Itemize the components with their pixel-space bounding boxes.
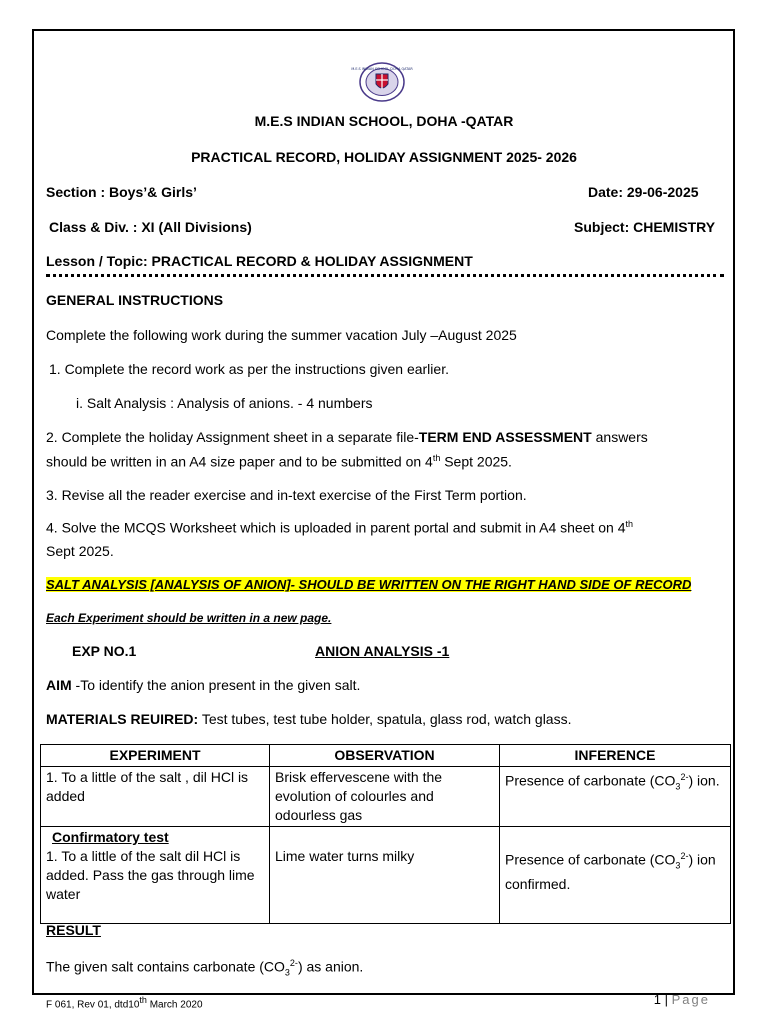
experiment-number: EXP NO.1	[72, 643, 137, 659]
subject-label: Subject: CHEMISTRY	[574, 219, 716, 235]
school-name: M.E.S INDIAN SCHOOL, DOHA -QATAR	[254, 113, 514, 129]
column-header: OBSERVATION	[270, 745, 500, 767]
instruction-item-4-line-1: 4. Solve the MCQS Worksheet which is uploaded in parent portal and submit in A4 sheet on 4th	[46, 519, 634, 536]
new-page-note: Each Experiment should be written in a new page.	[46, 611, 332, 625]
instruction-item-4-line-2: Sept 2025.	[46, 543, 114, 559]
page-number: 1 | Page	[653, 992, 710, 1007]
column-header: EXPERIMENT	[41, 745, 270, 767]
table-header-row	[41, 745, 731, 767]
experiment-title: ANION ANALYSIS -1	[315, 643, 450, 659]
experiment-table	[40, 744, 731, 924]
crest-text: M.E.S INDIAN SCHOOL DOHA QATAR	[351, 67, 413, 71]
materials-line: MATERIALS REUIRED: Test tubes, test tube holder, spatula, glass rod, watch glass.	[46, 711, 572, 727]
materials-label: MATERIALS REUIRED:	[46, 711, 199, 727]
instruction-item-1-sub: i. Salt Analysis : Analysis of anions. - 4 numbers	[76, 395, 373, 411]
inference-cell: Presence of carbonate $(CO_3^{2-})$ ion confirmed.	[500, 827, 731, 924]
instruction-item-2-line-1: 2. Complete the holiday Assignment sheet in a separate file-TERM END ASSESSMENT answers	[46, 429, 648, 445]
instruction-item-3: 3. Revise all the reader exercise and in-text exercise of the First Term portion.	[46, 487, 527, 503]
result-text: The given salt contains carbonate $(CO_3^{2-})$ as anion.	[46, 958, 364, 978]
observation-cell: Lime water turns milky	[270, 827, 500, 924]
result-heading: RESULT	[46, 922, 101, 938]
column-header: INFERENCE	[500, 745, 731, 767]
lesson-topic-label: Lesson / Topic: PRACTICAL RECORD & HOLIDAY ASSIGNMENT	[46, 253, 473, 269]
date-label: Date: 29-06-2025	[588, 184, 699, 200]
class-division-label: Class & Div. : XI (All Divisions)	[49, 219, 252, 235]
instructions-heading: GENERAL INSTRUCTIONS	[46, 292, 224, 308]
aim-label: AIM	[46, 677, 72, 693]
term-end-assessment: TERM END ASSESSMENT	[418, 429, 592, 445]
inference-cell: Presence of carbonate $(CO_3^{2-})$ ion.	[500, 767, 731, 827]
salt-analysis-note: SALT ANALYSIS [ANALYSIS OF ANION]- SHOULD BE WRITTEN ON THE RIGHT HAND SIDE OF RECORD	[46, 577, 692, 592]
instruction-item-1: 1. Complete the record work as per the instructions given earlier.	[49, 361, 449, 377]
observation-cell: Brisk effervescene with the evolution of colourles and odourless gas	[270, 767, 500, 827]
table-row	[41, 767, 731, 827]
instruction-item-2-line-2: should be written in an A4 size paper and to be submitted on 4th Sept 2025.	[46, 453, 512, 470]
document-title: PRACTICAL RECORD, HOLIDAY ASSIGNMENT 2025- 2026	[191, 149, 577, 165]
confirmatory-test-label: Confirmatory test	[52, 829, 169, 845]
experiment-cell: Confirmatory test 1. To a little of the salt dil HCl is added. Pass the gas through lime water	[41, 827, 270, 924]
instructions-intro: Complete the following work during the summer vacation July –August 2025	[46, 327, 517, 343]
dotted-divider	[46, 274, 724, 277]
aim-line: AIM -To identify the anion present in the given salt.	[46, 677, 361, 693]
experiment-cell: 1. To a little of the salt , dil HCl is added	[41, 767, 270, 827]
section-label: Section : Boys’& Girls’	[46, 184, 197, 200]
school-crest-icon	[351, 62, 413, 102]
form-reference: F 061, Rev 01, dtd10th March 2020	[46, 995, 203, 1011]
table-row	[41, 827, 731, 924]
